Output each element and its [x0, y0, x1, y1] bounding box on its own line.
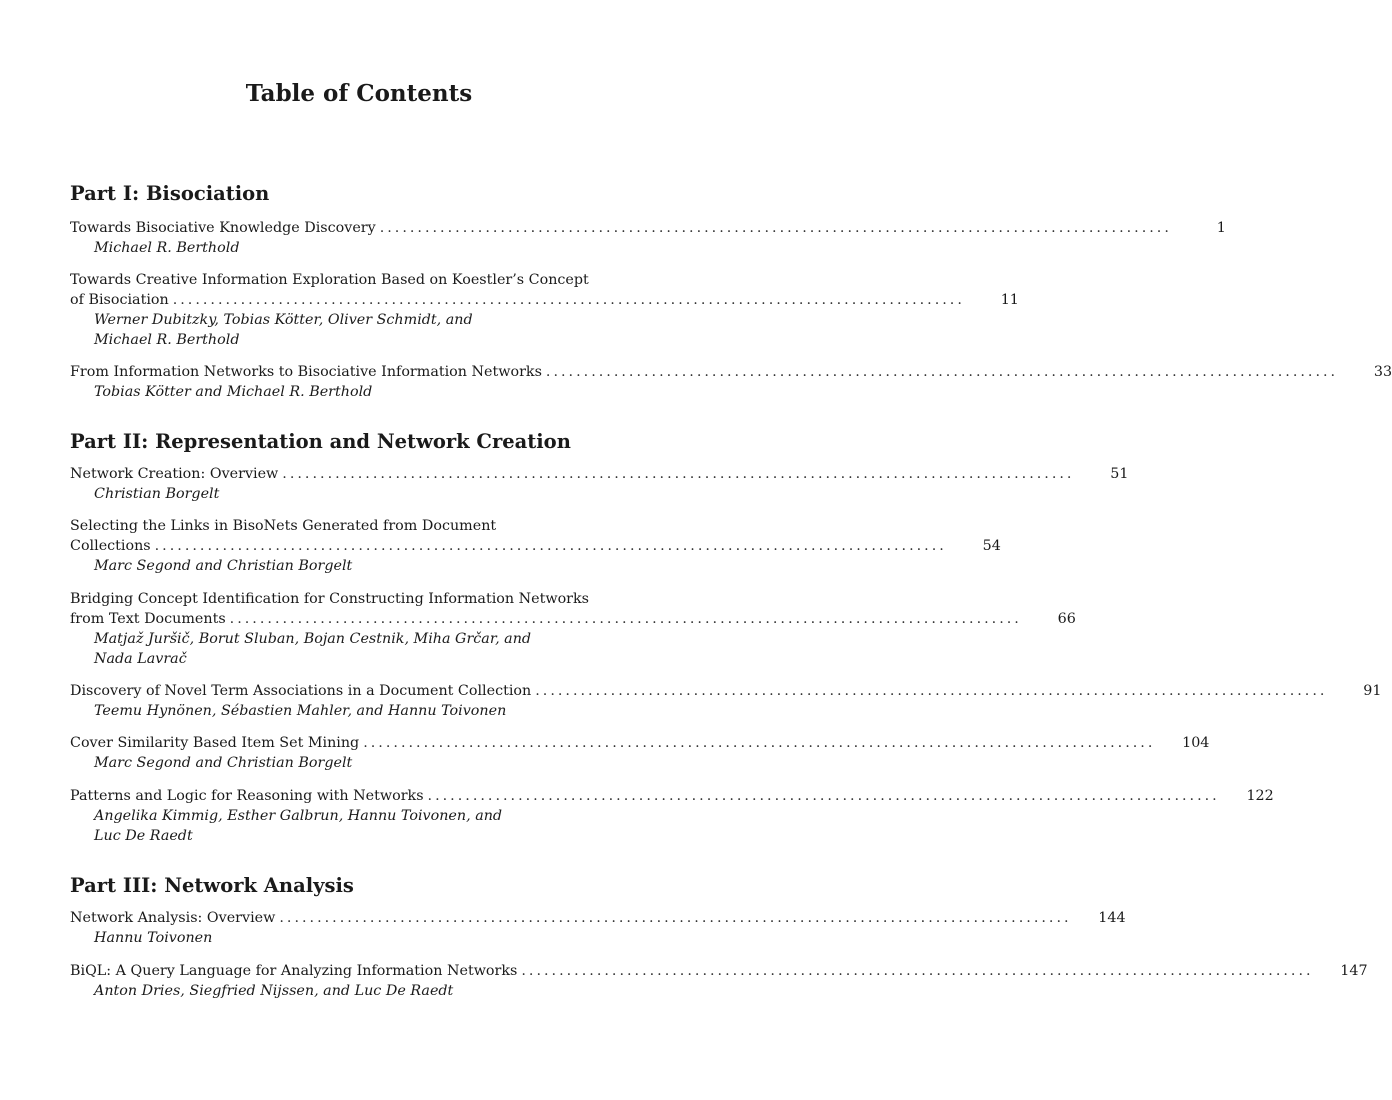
toc-entry[interactable] [70, 961, 1368, 1001]
leader-dots: ......................................................................................................... [279, 910, 1072, 926]
entry-page-number: 147 [1340, 963, 1368, 979]
entry-author: Luc De Raedt [94, 828, 193, 844]
entry-page-number: 122 [1246, 788, 1274, 804]
entry-author: Hannu Toivonen [94, 930, 213, 946]
entry-page-number: 104 [1182, 735, 1210, 751]
entry-title: BiQL: A Query Language for Analyzing Information Networks [70, 963, 518, 979]
page-title: Table of Contents [245, 80, 473, 107]
entry-page-number: 54 [982, 538, 1001, 554]
leader-dots: ......................................................................................................... [229, 611, 1022, 627]
entry-author: Tobias Kötter and Michael R. Berthold [94, 384, 373, 400]
entry-title: Network Creation: Overview [70, 466, 279, 482]
entry-title: Collections [70, 538, 151, 554]
leader-dots: ......................................................................................................... [154, 538, 947, 554]
part-heading: Part III: Network Analysis [70, 874, 354, 897]
entry-author: Marc Segond and Christian Borgelt [94, 755, 353, 771]
entry-page-number: 144 [1098, 910, 1126, 926]
toc-entry[interactable] [70, 270, 1019, 350]
entry-title: Selecting the Links in BisoNets Generated from Document [70, 518, 497, 534]
entry-title: Discovery of Novel Term Associations in a Document Collection [70, 683, 532, 699]
entry-author: Matjaž Juršič, Borut Sluban, Bojan Cestnik, Miha Grčar, and [94, 631, 532, 647]
entry-page-number: 66 [1057, 611, 1076, 627]
toc-entry[interactable] [70, 908, 1126, 948]
entry-title: Cover Similarity Based Item Set Mining [70, 735, 360, 751]
entry-title: Network Analysis: Overview [70, 910, 276, 926]
entry-author: Anton Dries, Siegfried Nijssen, and Luc De Raedt [94, 983, 454, 999]
entry-title: Bridging Concept Identification for Constructing Information Networks [70, 591, 590, 607]
leader-dots: ......................................................................................................... [282, 466, 1075, 482]
entry-page-number: 51 [1110, 466, 1129, 482]
entry-page-number: 33 [1373, 364, 1392, 380]
entry-title: Patterns and Logic for Reasoning with Networks [70, 788, 424, 804]
toc-entry[interactable] [70, 589, 1076, 669]
toc-entry[interactable] [70, 464, 1129, 504]
toc-entry[interactable] [70, 733, 1210, 773]
entry-author: Werner Dubitzky, Tobias Kötter, Oliver Schmidt, and [94, 312, 473, 328]
leader-dots: ......................................................................................................... [172, 292, 965, 308]
entry-title: from Text Documents [70, 611, 226, 627]
toc-entry[interactable] [70, 786, 1274, 846]
leader-dots: ......................................................................................................... [545, 364, 1339, 380]
entry-title: From Information Networks to Bisociative Information Networks [70, 364, 542, 380]
entry-author: Christian Borgelt [94, 486, 220, 502]
toc-entry[interactable] [70, 516, 1001, 576]
leader-dots: ......................................................................................................... [521, 963, 1314, 979]
entry-author: Michael R. Berthold [94, 332, 240, 348]
entry-title: Towards Creative Information Exploration Based on Koestler’s Concept [70, 272, 589, 288]
leader-dots: ......................................................................................................... [427, 788, 1220, 804]
entry-page-number: 1 [1216, 220, 1226, 236]
part-heading: Part II: Representation and Network Creation [70, 430, 571, 453]
entry-author: Angelika Kimmig, Esther Galbrun, Hannu Toivonen, and [94, 808, 503, 824]
entry-author: Michael R. Berthold [94, 240, 240, 256]
entry-title: of Bisociation [70, 292, 169, 308]
entry-author: Nada Lavrač [94, 651, 187, 667]
toc-entry[interactable] [70, 362, 1392, 402]
toc-entry[interactable] [70, 218, 1226, 258]
entry-page-number: 91 [1363, 683, 1382, 699]
entry-author: Marc Segond and Christian Borgelt [94, 558, 353, 574]
part-heading: Part I: Bisociation [70, 182, 270, 205]
toc-entry[interactable] [70, 681, 1382, 721]
entry-title: Towards Bisociative Knowledge Discovery [70, 220, 376, 236]
leader-dots: ......................................................................................................... [363, 735, 1156, 751]
leader-dots: ......................................................................................................... [379, 220, 1172, 236]
leader-dots: ......................................................................................................... [535, 683, 1328, 699]
entry-page-number: 11 [1000, 292, 1019, 308]
entry-author: Teemu Hynönen, Sébastien Mahler, and Hannu Toivonen [94, 703, 507, 719]
